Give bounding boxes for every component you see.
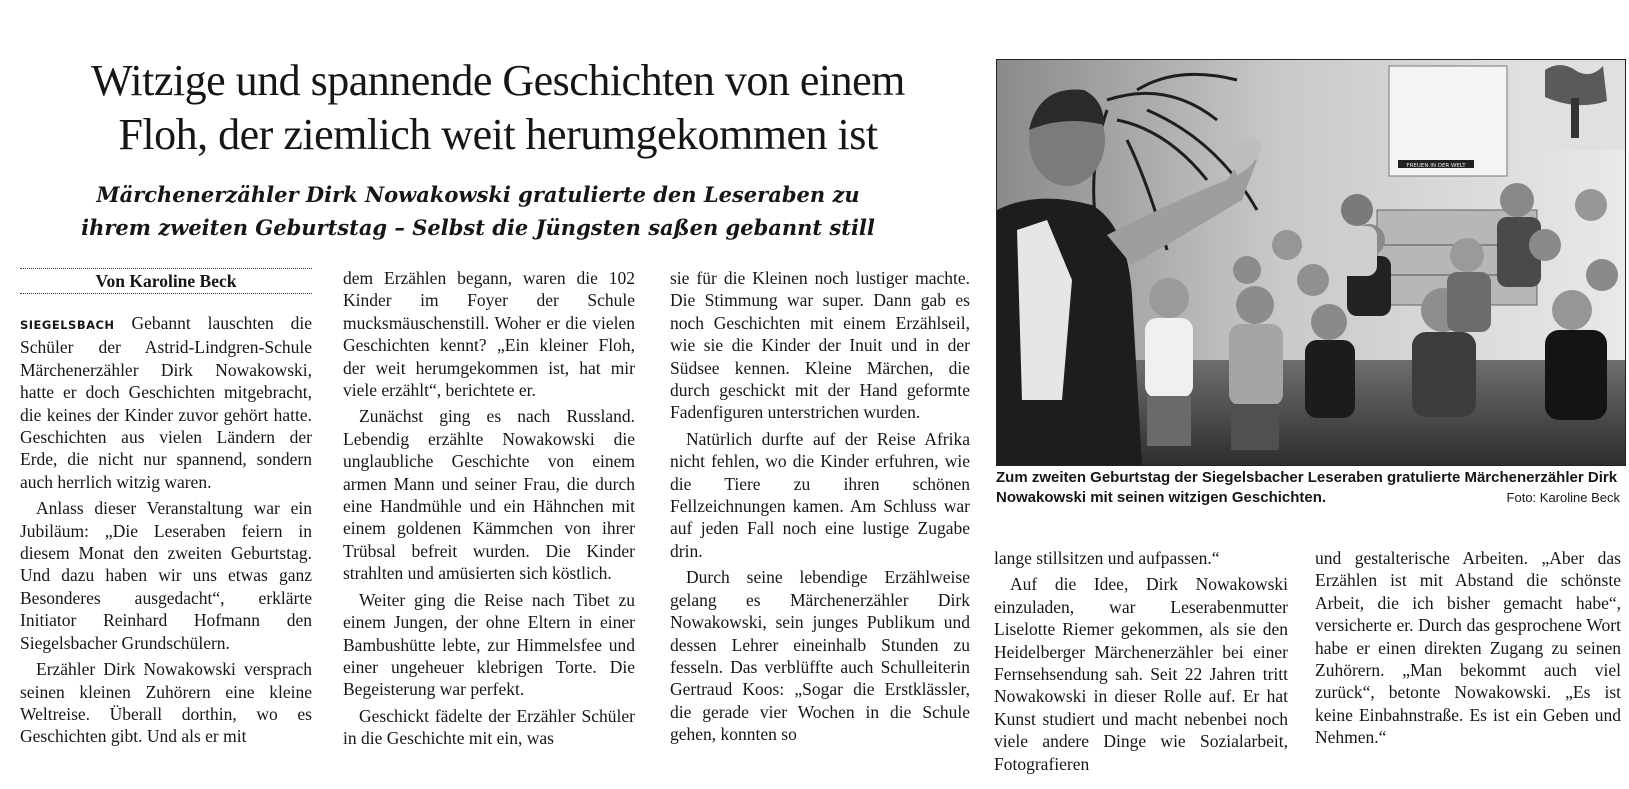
byline: Von Karoline Beck (20, 268, 312, 294)
caption-text: Zum zweiten Geburtstag der Siegelsbacher Leseraben gratulierte Märchenerzähler Dirk Nowakowski mit seinen witzigen Geschichten. (996, 469, 1618, 506)
article-paragraph: SIEGELSBACH Gebannt lauschten die Schüler der Astrid-Lindgren-Schule Märchenerzähler Dirk Nowakowski, hatte er doch Geschichten mitgebracht, die keines der Kinder zuvor gehört hatte. Geschichten aus vielen Ländern der Erde, die nicht nur spannend, sondern auch herrlich witzig waren. (20, 313, 312, 492)
dateline: SIEGELSBACH (20, 318, 115, 332)
article-paragraph: sie für die Kleinen noch lustiger machte. Die Stimmung war super. Dann gab es noch Geschichten mit einem Erzählseil, wie sie die Kinder der Inuit und in der Südsee kennen. Kleine Märchen, die durch geschickt mit der Hand geformte Fadenfiguren unterstrichen wurden. (670, 268, 970, 423)
article-column-2 (343, 267, 635, 754)
headline (28, 54, 968, 162)
subheadline (28, 178, 928, 244)
article-column-3 (670, 267, 970, 750)
photo-credit: Foto: Karoline Beck (1506, 490, 1620, 505)
photo-caption (996, 468, 1624, 508)
article-paragraph: und gestalterische Arbeiten. „Aber das Erzählen ist mit Abstand die schönste Arbeit, die ich bisher gemacht habe“, versicherte er. Durch das gesprochene Wort habe er einen direkten Zugang zu seinen Zuhörern. „Man bekommt auch viel zurück“, betonte Nowakowski. „Es ist keine Einbahnstraße. Es ist ein Geben und Nehmen.“ (1315, 548, 1621, 748)
article-paragraph: Geschickt fädelte der Erzähler Schüler in die Geschichte mit ein, was (343, 705, 635, 749)
wall-sign: FREUEN IN DER WELT (1406, 163, 1466, 169)
article-paragraph: Anlass dieser Veranstaltung war ein Jubiläum: „Die Leseraben feiern in diesem Monat den zweiten Geburtstag. Und dazu haben wir uns etwas ganz Besonderes ausgedacht“, erklärte Initiator Reinhard Hofmann den Siegelsbacher Grundschülern. (20, 498, 312, 653)
article-paragraph: Zunächst ging es nach Russland. Lebendig erzählte Nowakowski die unglaubliche Geschichte von einem armen Mann und seiner Frau, die durch eine Handmühle und ein Hähnchen mit einem goldenen Kämmchen von ihrer Trübsal befreit wurden. Die Kinder strahlten und amüsierten sich köstlich. (343, 406, 635, 584)
article-column-4 (994, 547, 1288, 779)
article-paragraph: Durch seine lebendige Erzählweise gelang es Märchenerzähler Dirk Nowakowski, sein junges Publikum und dessen Lehrer eineinhalb Stunden zu fesseln. Das verblüffte auch Schulleiterin Gertraud Koos: „Sogar die Erstklässler, die gerade vier Wochen in die Schule gehen, konnten so (670, 567, 970, 745)
article-paragraph: lange stillsitzen und aufpassen.“ (994, 548, 1220, 568)
article-paragraph: Weiter ging die Reise nach Tibet zu einem Jungen, der ohne Eltern in einer Bambushütte lebte, zur Himmelsfee und einer ungeheuer klebrigen Torte. Die Begeisterung war perfekt. (343, 589, 635, 700)
subheadline-line-2: ihrem zweiten Geburtstag – Selbst die Jüngsten saßen gebannt still (81, 215, 875, 240)
article-paragraph: dem Erzählen begann, waren die 102 Kinder im Foyer der Schule mucksmäuschenstill. Woher er die vielen Geschichten kennt? „Ein kleiner Floh, der weit herumgekommen ist, hat mir viele erzählt“, berichtete er. (343, 268, 635, 401)
headline-line-2: Floh, der ziemlich weit herumgekommen ist (118, 110, 878, 159)
article-paragraph: Erzähler Dirk Nowakowski versprach seinen kleinen Zuhörern eine kleine Weltreise. Überall dorthin, wo es Geschichten gibt. Und als er mit (20, 659, 312, 747)
article-photo (996, 59, 1626, 466)
article-paragraph: Natürlich durfte auf der Reise Afrika nicht fehlen, wo die Kinder erfuhren, wie die Tiere zu ihren schönen Fellzeichnungen kamen. Am Schluss war auf jeden Fall noch eine lustige Zugabe drin. (670, 428, 970, 561)
article-column-1 (20, 268, 312, 752)
article-paragraph: Auf die Idee, Dirk Nowakowski einzuladen, war Leserabenmutter Liselotte Riemer gekommen, als sie den Heidelberger Märchenerzähler bei einer Fernsehsendung sah. Seit 22 Jahren tritt Nowakowski in dieser Rolle auf. Er hat Kunst studiert und macht nebenbei noch viele andere Dinge wie Sozialarbeit, Fotografieren (994, 574, 1288, 774)
subheadline-line-1: Märchenerzähler Dirk Nowakowski gratulierte den Leseraben zu (96, 182, 860, 207)
article-column-5 (1315, 547, 1621, 753)
headline-line-1: Witzige und spannende Geschichten von einem (91, 56, 905, 105)
storyteller-with-children-photo (997, 60, 1625, 465)
